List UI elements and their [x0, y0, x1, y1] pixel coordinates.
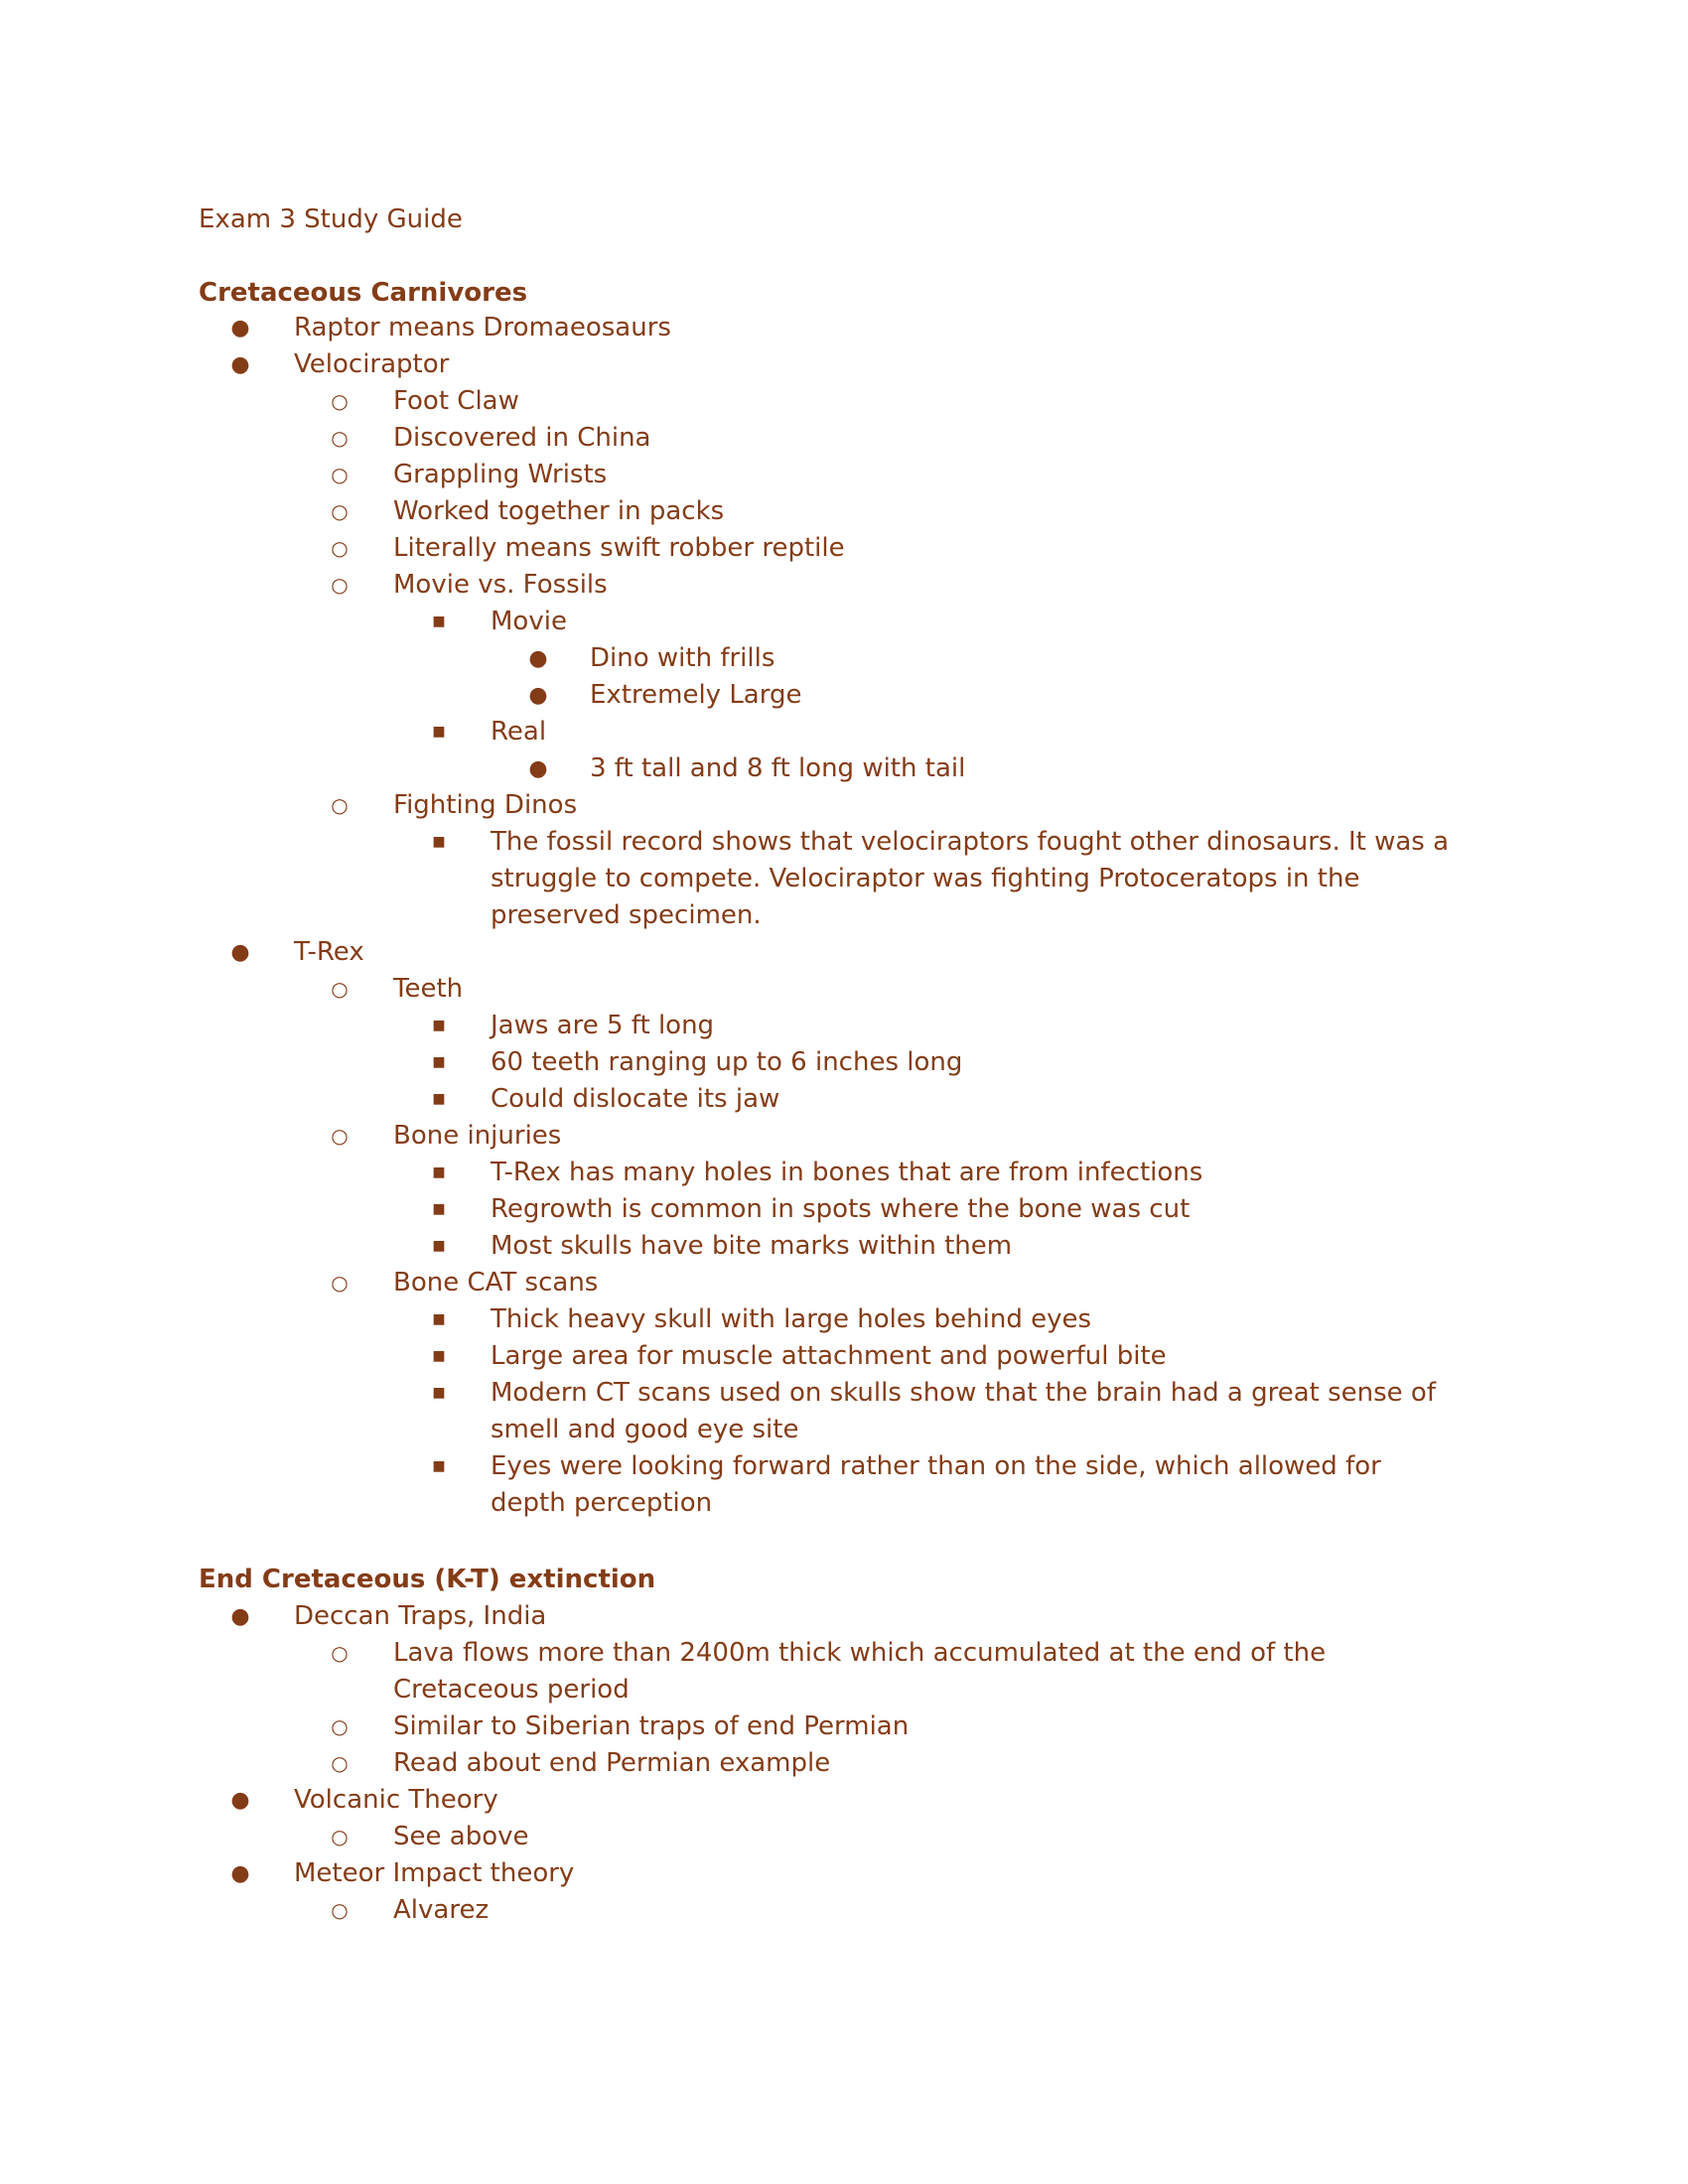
list-item: Thick heavy skull with large holes behind eyes — [491, 1304, 1092, 1334]
list-bullet-level-3: ■ — [432, 1311, 446, 1327]
list-bullet-level-2: ○ — [331, 1898, 349, 1922]
list-item: Grappling Wrists — [393, 460, 608, 489]
list-item: Deccan Traps, India — [294, 1601, 547, 1631]
list-item: 60 teeth ranging up to 6 inches long — [491, 1047, 963, 1077]
list-item: Foot Claw — [393, 386, 519, 416]
list-bullet-level-2: ○ — [331, 1271, 349, 1295]
section-heading: End Cretaceous (K-T) extinction — [199, 1565, 656, 1594]
list-bullet-level-3: ■ — [432, 1091, 446, 1107]
list-bullet-level-2: ○ — [331, 573, 349, 597]
list-bullet-level-2: ○ — [331, 1641, 349, 1665]
list-item: Worked together in packs — [393, 496, 725, 526]
section-heading: Cretaceous Carnivores — [199, 278, 528, 308]
list-item: Jaws are 5 ft long — [491, 1011, 715, 1040]
list-bullet-level-3: ■ — [432, 1348, 446, 1364]
list-bullet-level-2: ○ — [331, 1825, 349, 1848]
list-bullet-level-1: ● — [230, 352, 250, 377]
list-bullet-level-1: ● — [230, 1861, 250, 1886]
list-item: Teeth — [393, 974, 464, 1004]
list-item: Velociraptor — [294, 349, 450, 379]
list-item: Bone CAT scans — [393, 1268, 599, 1297]
list-item: Regrowth is common in spots where the bone was cut — [491, 1194, 1191, 1224]
list-item: Could dislocate its jaw — [491, 1084, 780, 1114]
list-bullet-level-1: ● — [230, 316, 250, 341]
list-item: Modern CT scans used on skulls show that the brain had a great sense of smell and good eye site — [491, 1378, 1436, 1444]
list-bullet-level-3: ■ — [432, 1458, 446, 1474]
list-item: Eyes were looking forward rather than on the side, which allowed for depth perception — [491, 1451, 1381, 1518]
list-bullet-level-2: ○ — [331, 1124, 349, 1148]
list-item: Real — [491, 717, 547, 747]
list-bullet-level-1: ● — [230, 1604, 250, 1629]
list-bullet-level-2: ○ — [331, 1714, 349, 1738]
list-item: Dino with frills — [590, 643, 775, 673]
list-item: Raptor means Dromaeosaurs — [294, 313, 671, 342]
list-item: Bone injuries — [393, 1121, 562, 1151]
list-bullet-level-2: ○ — [331, 1751, 349, 1775]
list-bullet-level-3: ■ — [432, 834, 446, 850]
list-item: 3 ft tall and 8 ft long with tail — [590, 753, 966, 783]
list-item: Movie — [491, 607, 567, 636]
list-bullet-level-4: ● — [528, 683, 548, 708]
list-bullet-level-3: ■ — [432, 614, 446, 629]
list-item: Similar to Siberian traps of end Permian — [393, 1711, 910, 1741]
list-item: Literally means swift robber reptile — [393, 533, 845, 563]
list-bullet-level-1: ● — [230, 940, 250, 965]
list-item: Large area for muscle attachment and powerful bite — [491, 1341, 1167, 1371]
list-bullet-level-3: ■ — [432, 724, 446, 740]
list-bullet-level-2: ○ — [331, 499, 349, 523]
list-bullet-level-3: ■ — [432, 1385, 446, 1401]
list-item: Extremely Large — [590, 680, 802, 710]
list-item: T-Rex — [294, 937, 364, 967]
list-bullet-level-3: ■ — [432, 1238, 446, 1254]
list-bullet-level-3: ■ — [432, 1201, 446, 1217]
list-item: Movie vs. Fossils — [393, 570, 608, 600]
list-item: Fighting Dinos — [393, 790, 578, 820]
list-bullet-level-4: ● — [528, 646, 548, 671]
document-title: Exam 3 Study Guide — [199, 205, 463, 234]
list-bullet-level-2: ○ — [331, 426, 349, 450]
list-item: See above — [393, 1822, 529, 1851]
list-item: Lava flows more than 2400m thick which accumulated at the end of the Cretaceous period — [393, 1638, 1327, 1705]
list-item: The fossil record shows that velociraptors fought other dinosaurs. It was a struggle to compete. Velociraptor was fighting Protoceratops in the preserved specimen. — [491, 827, 1450, 930]
list-bullet-level-3: ■ — [432, 1018, 446, 1033]
list-bullet-level-3: ■ — [432, 1054, 446, 1070]
list-bullet-level-2: ○ — [331, 793, 349, 817]
list-item: Alvarez — [393, 1895, 490, 1925]
list-bullet-level-2: ○ — [331, 536, 349, 560]
list-item: Most skulls have bite marks within them — [491, 1231, 1013, 1261]
list-item: Discovered in China — [393, 423, 651, 453]
list-item: T-Rex has many holes in bones that are from infections — [491, 1158, 1203, 1187]
list-bullet-level-1: ● — [230, 1788, 250, 1813]
list-item: Read about end Permian example — [393, 1748, 831, 1778]
list-bullet-level-2: ○ — [331, 977, 349, 1001]
list-bullet-level-2: ○ — [331, 389, 349, 413]
list-bullet-level-3: ■ — [432, 1164, 446, 1180]
list-item: Volcanic Theory — [294, 1785, 498, 1815]
list-item: Meteor Impact theory — [294, 1858, 575, 1888]
list-bullet-level-4: ● — [528, 756, 548, 781]
list-bullet-level-2: ○ — [331, 463, 349, 486]
